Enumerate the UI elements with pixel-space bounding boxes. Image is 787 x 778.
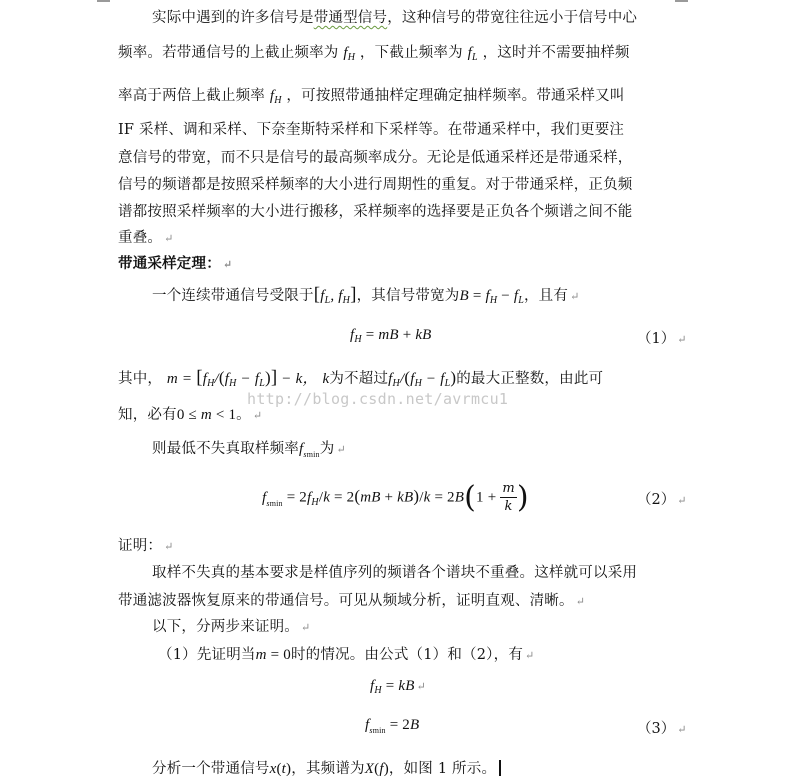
paragraph-mark: ↵: [570, 290, 580, 303]
grammar-underline-text: 带通型信号: [313, 10, 388, 26]
section-heading: 带通采样定理： ↵: [118, 255, 233, 272]
equation-number: （2） ↵: [637, 492, 687, 508]
math-m-definition: $m = [f_H/(f_H - f_L)] - k$，: [166, 367, 318, 389]
text-cursor[interactable]: [499, 760, 501, 776]
paragraph-mark: ↵: [164, 232, 174, 245]
math-fsmin: $f_{smin}$: [299, 441, 320, 459]
paragraph-mark: ↵: [525, 649, 535, 662]
equation-number: （3） ↵: [637, 721, 687, 737]
paragraph-line: 一个连续带通信号受限于[$f_L$, $f_H$]，其信号带宽为$B = f_H - f_L$，且有 ↵: [152, 284, 580, 306]
paragraph-line: 信号的频谱都是按照采样频率的大小进行周期性的重复。对于带通采样，正负频: [118, 177, 633, 193]
paragraph-line: 带通滤波器恢复原来的带通信号。可见从频域分析，证明直观、清晰。 ↵: [118, 593, 586, 609]
paragraph-mark: ↵: [164, 540, 174, 553]
math-interval: [$f_L$, $f_H$]: [313, 284, 357, 306]
paragraph-mark: ↵: [416, 680, 427, 693]
fraction-m-over-k: $\frac{m}{k}$: [502, 481, 515, 514]
watermark-url: http://blog.csdn.net/avrmcu1: [247, 390, 509, 408]
paragraph-line: 则最低不失真取样频率$f_{smin}$为 ↵: [152, 441, 346, 459]
paragraph-mark: ↵: [677, 494, 687, 507]
paragraph-mark: ↵: [677, 333, 687, 346]
paragraph-line: 取样不失真的基本要求是样值序列的频谱各个谱块不重叠。这样就可以采用: [152, 565, 638, 581]
paragraph-mark: ↵: [252, 409, 263, 422]
math-fH: $f_H$: [343, 45, 356, 63]
equation-3-line-1: $f_H$ = kB ↵: [370, 678, 427, 696]
paragraph-line: 知，必有0 ≤ m < 1。 ↵: [118, 407, 263, 423]
paragraph-line: 其中， $m = [f_H/(f_H - f_L)] - k$， k为不超过$f_H/(f_H - f_L)$的最大正整数，由此可: [118, 367, 604, 389]
paragraph-line: 率高于两倍上截止频率 $f_H$ ，可按照带通抽样定理确定抽样频率。带通采样又叫: [118, 88, 625, 106]
equation-3-line-2: $f_{smin} = 2B$: [365, 717, 420, 735]
proof-label: 证明： ↵: [118, 538, 174, 554]
paragraph-mark: ↵: [222, 258, 233, 271]
paragraph-mark: ↵: [301, 621, 311, 634]
math-bandwidth: B: [459, 288, 469, 304]
paragraph-mark: ↵: [575, 595, 586, 608]
paragraph-line: IF 采样、调和采样、下奈奎斯特采样和下采样等。在带通采样中，我们更要注: [118, 122, 625, 138]
paragraph-line: 意信号的带宽，而不只是信号的最高频率成分。无论是低通采样还是带通采样，: [118, 150, 633, 166]
paragraph-line: 频率。若带通信号的上截止频率为 $f_H$ ，下截止频率为 $f_L$ ，这时并不需要抽样频: [118, 45, 630, 63]
paragraph-line: 谱都按照采样频率的大小进行搬移，采样频率的选择要是正负各个频谱之间不能: [118, 204, 633, 220]
paragraph-mark: ↵: [336, 443, 346, 456]
paragraph-line: （1）先证明当m = 0时的情况。由公式（1）和（2），有 ↵: [158, 647, 535, 663]
equation-number: （1） ↵: [637, 331, 687, 347]
math-fH: $f_H$: [269, 88, 282, 106]
paragraph-line: 实际中遇到的许多信号是带通型信号，这种信号的带宽往往远小于信号中心: [152, 10, 638, 26]
page-corner-mark: [675, 0, 688, 2]
equation-2: $f_{smin} = 2f_H/k = 2(mB + kB)/k = 2B(1$ + $\frac{m}{k}$ ): [262, 480, 529, 515]
math-fL: $f_L$: [467, 45, 478, 63]
equation-1: $f_H$ = mB + kB: [350, 327, 432, 345]
paragraph-line: 重叠。 ↵: [118, 230, 174, 246]
paragraph-line: 以下，分两步来证明。 ↵: [152, 619, 311, 635]
paragraph-mark: ↵: [677, 723, 687, 736]
paragraph-line: 分析一个带通信号x(t)，其频谱为X(f)，如图 1 所示。: [152, 757, 501, 778]
page-corner-mark: [97, 0, 110, 2]
